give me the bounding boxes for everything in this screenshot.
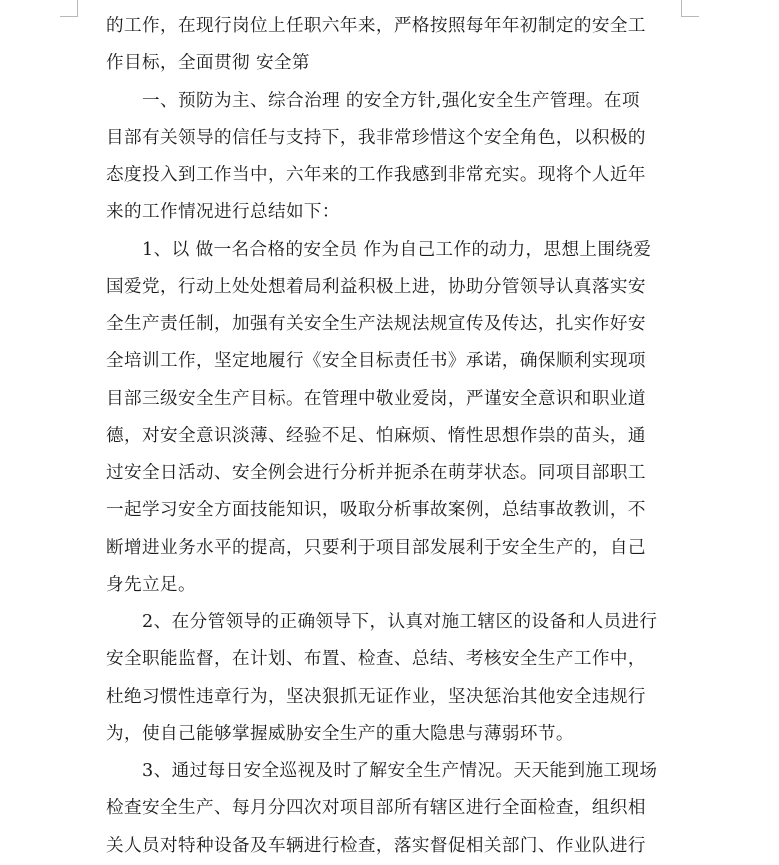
text-line: 关人员对特种设备及车辆进行检查，落实督促相关部门、作业队进行 [106, 835, 646, 856]
text-line: 身先立足。 [106, 574, 196, 595]
crop-mark-top-right-vertical [681, 0, 682, 17]
paragraph-first-line: 2、在分管领导的正确领导下，认真对施工辖区的设备和人员进行 [142, 612, 658, 632]
text-line: 目部有关领导的信任与支持下，我非常珍惜这个安全角色，以积极的 [106, 127, 646, 148]
text-line: 杜绝习惯性违章行为，坚决狠抓无证作业，坚决惩治其他安全违规行 [106, 686, 646, 707]
text-line: 来的工作情况进行总结如下： [106, 202, 340, 223]
paragraph-first-line: 一、预防为主、综合治理 的安全方针,强化安全生产管理。在项 [142, 90, 640, 111]
text-line: 安全职能监督，在计划、布置、检查、总结、考核安全生产工作中， [106, 649, 646, 670]
paragraph-first-line: 3、通过每日安全巡视及时了解安全生产情况。天天能到施工现场 [142, 761, 658, 781]
text-line: 一起学习安全方面技能知识，吸取分析事故案例，总结事故教训，不 [106, 500, 646, 521]
text-line: 为，使自己能够掌握威胁安全生产的重大隐患与薄弱环节。 [106, 723, 574, 744]
paragraph-first-line: 1、以 做一名合格的安全员 作为自己工作的动力，思想上围绕爱 [142, 239, 652, 260]
crop-mark-top-left-horizontal [60, 16, 78, 17]
text-line: 全生产责任制，加强有关安全生产法规法规宣传及传达，扎实作好安 [106, 314, 646, 334]
text-line: 作目标，全面贯彻 安全第 [106, 53, 310, 74]
document-body [106, 8, 672, 865]
text-line: 检查安全生产、每月分四次对项目部所有辖区进行全面检查，组织相 [106, 798, 646, 819]
text-line: 的工作，在现行岗位上任职六年来，严格按照每年年初制定的安全工 [106, 16, 646, 36]
text-line: 德，对安全意识淡薄、经验不足、怕麻烦、惰性思想作祟的苗头，通 [106, 425, 646, 446]
text-line: 全培训工作，坚定地履行《安全目标责任书》承诺，确保顺利实现项 [106, 351, 646, 372]
text-line: 态度投入到工作当中，六年来的工作我感到非常充实。现将个人近年 [106, 165, 646, 185]
text-line: 过安全日活动、安全例会进行分析并扼杀在萌芽状态。同项目部职工 [106, 463, 646, 483]
crop-mark-top-left-vertical [77, 0, 78, 17]
text-line: 国爱党，行动上处处想着局利益积极上进，协助分管领导认真落实安 [106, 276, 646, 297]
text-line: 目部三级安全生产目标。在管理中敬业爱岗，严谨安全意识和职业道 [106, 388, 646, 409]
text-line: 断增进业务水平的提高，只要利于项目部发展利于安全生产的，自己 [106, 537, 646, 558]
crop-mark-top-right-horizontal [681, 16, 699, 17]
